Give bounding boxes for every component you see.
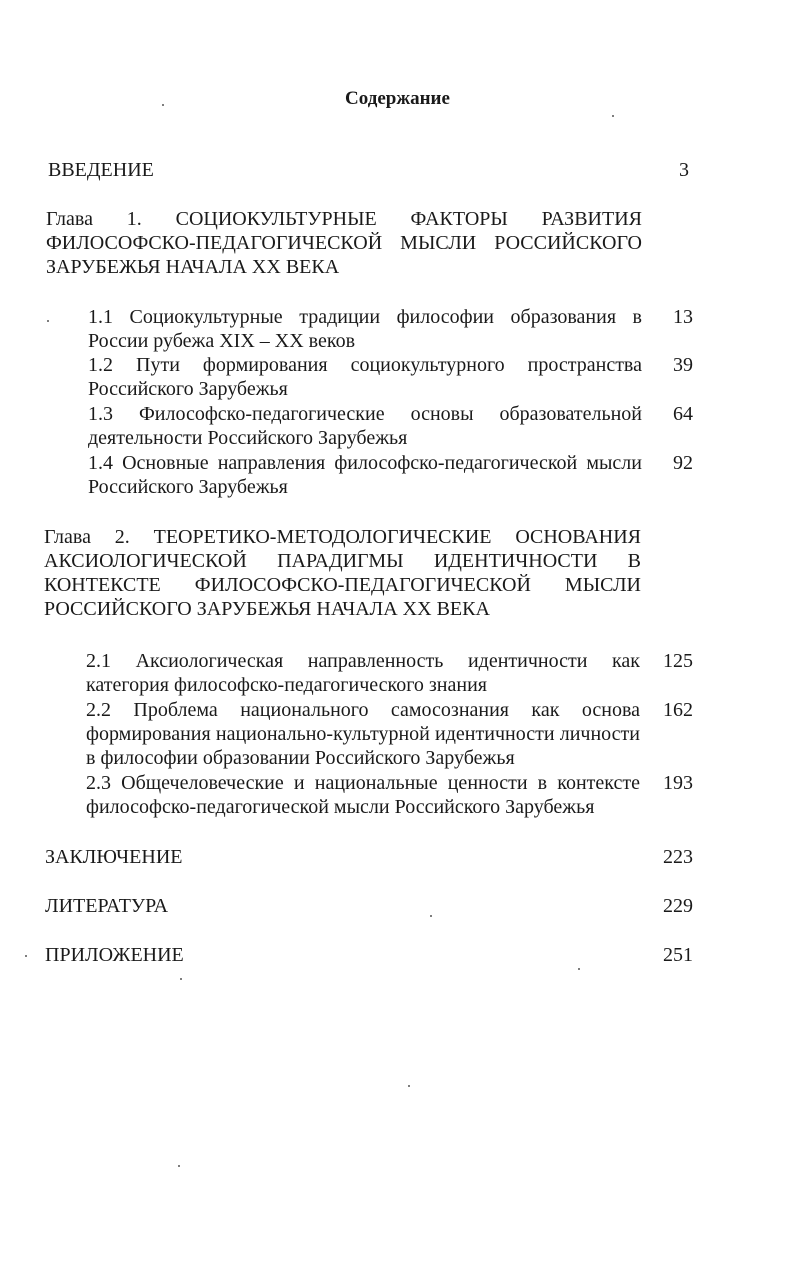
section-2-1	[86, 649, 640, 697]
section-1-2-line2: Российского Зарубежья	[88, 378, 288, 400]
toc-appendix-page: 251	[663, 944, 693, 966]
toc-intro-page: 3	[679, 159, 689, 181]
section-1-4-line1: 1.4 Основные направления философско-педагогической мысли	[88, 452, 642, 474]
scan-speck	[25, 955, 27, 957]
section-1-4-page: 92	[673, 452, 693, 474]
section-2-1-line1: 2.1 Аксиологическая направленность идентичности как	[86, 650, 640, 672]
toc-literature-label: ЛИТЕРАТУРА	[45, 895, 169, 917]
section-1-3-line2: деятельности Российского Зарубежья	[88, 427, 408, 449]
section-2-3-line2: философско-педагогической мысли Российского Зарубежья	[86, 796, 595, 818]
section-1-1-page: 13	[673, 306, 693, 328]
chapter1-line1: Глава 1. СОЦИОКУЛЬТУРНЫЕ ФАКТОРЫ РАЗВИТИЯ	[46, 208, 642, 230]
scan-speck	[47, 320, 49, 322]
scan-speck	[180, 978, 182, 980]
section-2-3-page: 193	[663, 772, 693, 794]
section-2-1-page: 125	[663, 650, 693, 672]
toc-conclusion-page: 223	[663, 846, 693, 868]
scan-speck	[162, 104, 164, 106]
section-2-2-line1: 2.2 Проблема национального самосознания как основа	[86, 699, 640, 721]
chapter2-line1: Глава 2. ТЕОРЕТИКО-МЕТОДОЛОГИЧЕСКИЕ ОСНОВАНИЯ	[44, 526, 641, 548]
toc-conclusion-label: ЗАКЛЮЧЕНИЕ	[45, 846, 183, 868]
section-1-2-page: 39	[673, 354, 693, 376]
section-1-1-line1: 1.1 Социокультурные традиции философии образования в	[88, 306, 642, 328]
chapter2-line2: АКСИОЛОГИЧЕСКОЙ ПАРАДИГМЫ ИДЕНТИЧНОСТИ В	[44, 550, 641, 572]
section-2-2-line3: в философии образовании Российского Зарубежья	[86, 747, 515, 769]
chapter2-line3: КОНТЕКСТЕ ФИЛОСОФСКО-ПЕДАГОГИЧЕСКОЙ МЫСЛИ	[44, 574, 641, 596]
section-2-1-line2: категория философско-педагогического знания	[86, 674, 487, 696]
section-1-2	[88, 353, 642, 401]
chapter2-line4: РОССИЙСКОГО ЗАРУБЕЖЬЯ НАЧАЛА XX ВЕКА	[44, 598, 490, 620]
chapter1-line3: ЗАРУБЕЖЬЯ НАЧАЛА XX ВЕКА	[46, 256, 340, 278]
section-1-3-page: 64	[673, 403, 693, 425]
scan-speck	[178, 1165, 180, 1167]
chapter1-line2: ФИЛОСОФСКО-ПЕДАГОГИЧЕСКОЙ МЫСЛИ РОССИЙСКОГО	[46, 232, 642, 254]
page-title: Содержание	[345, 88, 450, 109]
section-2-2-line2: формирования национально-культурной идентичности личности	[86, 723, 640, 745]
section-2-2-page: 162	[663, 699, 693, 721]
scan-speck	[578, 968, 580, 970]
scan-speck	[612, 115, 614, 117]
section-1-1-line2: России рубежа XIX – XX веков	[88, 330, 356, 352]
scan-speck	[430, 915, 432, 917]
toc-literature-page: 229	[663, 895, 693, 917]
chapter1-heading	[46, 207, 642, 279]
chapter2-heading	[44, 525, 641, 621]
section-1-1	[88, 305, 642, 353]
scan-speck	[408, 1085, 410, 1087]
section-1-2-line1: 1.2 Пути формирования социокультурного пространства	[88, 354, 642, 376]
section-2-3	[86, 771, 640, 819]
toc-appendix-label: ПРИЛОЖЕНИЕ	[45, 944, 184, 966]
toc-intro-label: ВВЕДЕНИЕ	[48, 159, 154, 181]
section-1-4-line2: Российского Зарубежья	[88, 476, 288, 498]
section-2-2	[86, 698, 640, 770]
section-1-3-line1: 1.3 Философско-педагогические основы образовательной	[88, 403, 642, 425]
section-1-3	[88, 402, 642, 450]
section-1-4	[88, 451, 642, 499]
section-2-3-line1: 2.3 Общечеловеческие и национальные ценности в контексте	[86, 772, 640, 794]
